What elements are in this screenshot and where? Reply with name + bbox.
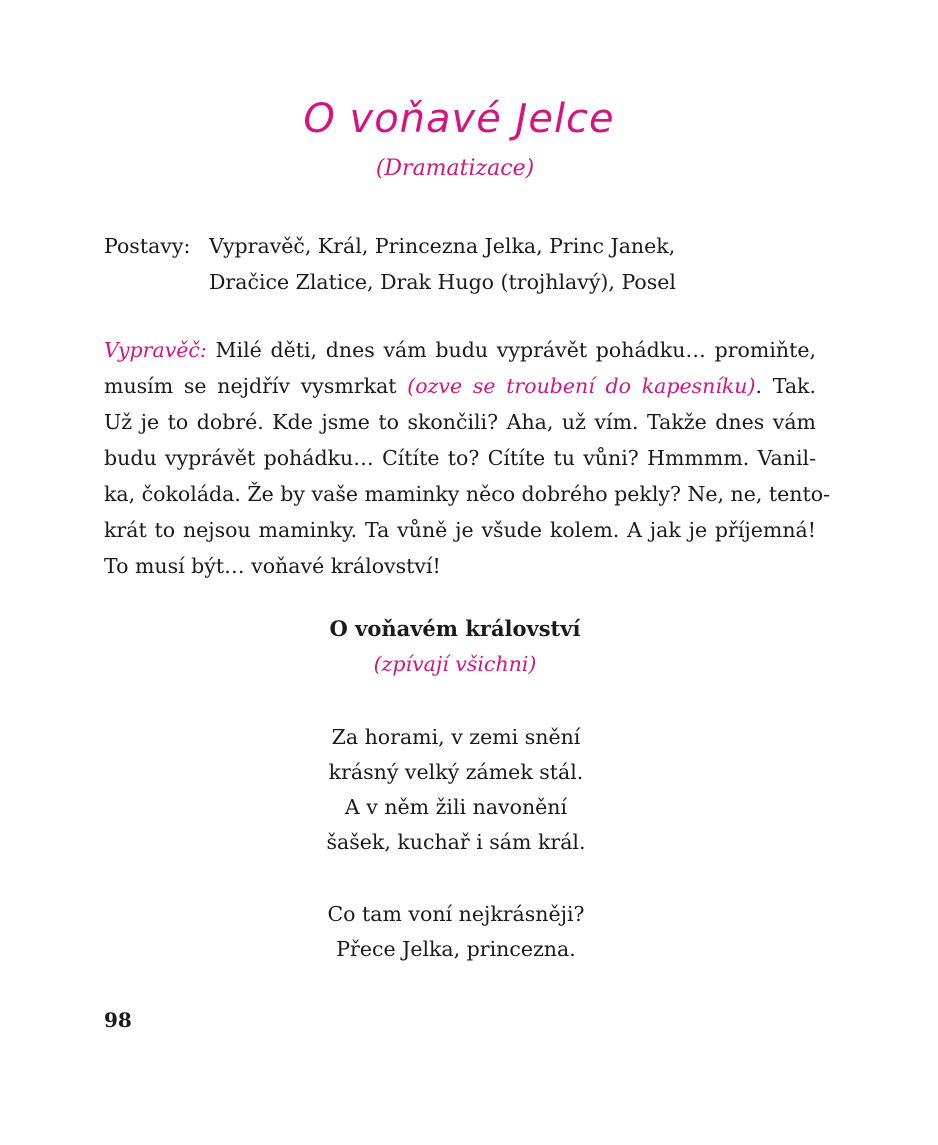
verse-line: Co tam voní nejkrásněji? [327,902,585,926]
page-number: 98 [104,1008,132,1032]
narration-line: To musí být… voňavé království! [104,554,441,578]
cast-line-2: Dračice Zlatice, Drak Hugo (trojhlavý), Posel [209,270,676,294]
verse-line: Přece Jelka, princezna. [336,937,576,961]
cast-label: Postavy: [104,234,191,258]
narration-line: ka, čokoláda. Že by vaše maminky něco dobrého pekly? Ne, ne, tento- [104,482,831,506]
verse-line: A v něm žili navonění [344,795,568,819]
verse-2 [0,897,912,967]
verse-line: krásný velký zámek stál. [328,760,584,784]
narration-line: budu vyprávět pohádku… Cítíte to? Cítíte tu vůni? Hmmmm. Vanil- [104,446,816,470]
speaker-name: Vypravěč: [104,338,207,362]
song-title: O voňavém království [329,616,581,641]
verse-line: Za horami, v zemi snění [331,725,581,749]
narration-line: musím se nejdřív vysmrkat (ozve se troubení do kapesníku). Tak. [104,374,816,398]
narration-paragraph [104,332,831,584]
stage-direction: (ozve se troubení do kapesníku) [407,374,756,398]
page-title: O voňavé Jelce [303,96,615,142]
verse-1 [0,720,912,860]
narration-line: Vypravěč: Milé děti, dnes vám budu vyprávět pohádku… promiňte, [104,338,816,362]
subtitle: (Dramatizace) [375,156,535,181]
narration-line: krát to nejsou maminky. Ta vůně je všude kolem. A jak je příjemná! [104,518,816,542]
narration-line: Už je to dobré. Kde jsme to skončili? Aha, už vím. Takže dnes vám [104,410,816,434]
cast-line-1: Vypravěč, Král, Princezna Jelka, Princ Janek, [209,234,676,258]
verse-line: šašek, kuchař i sám král. [326,830,586,854]
song-note: (zpívají všichni) [373,652,537,676]
